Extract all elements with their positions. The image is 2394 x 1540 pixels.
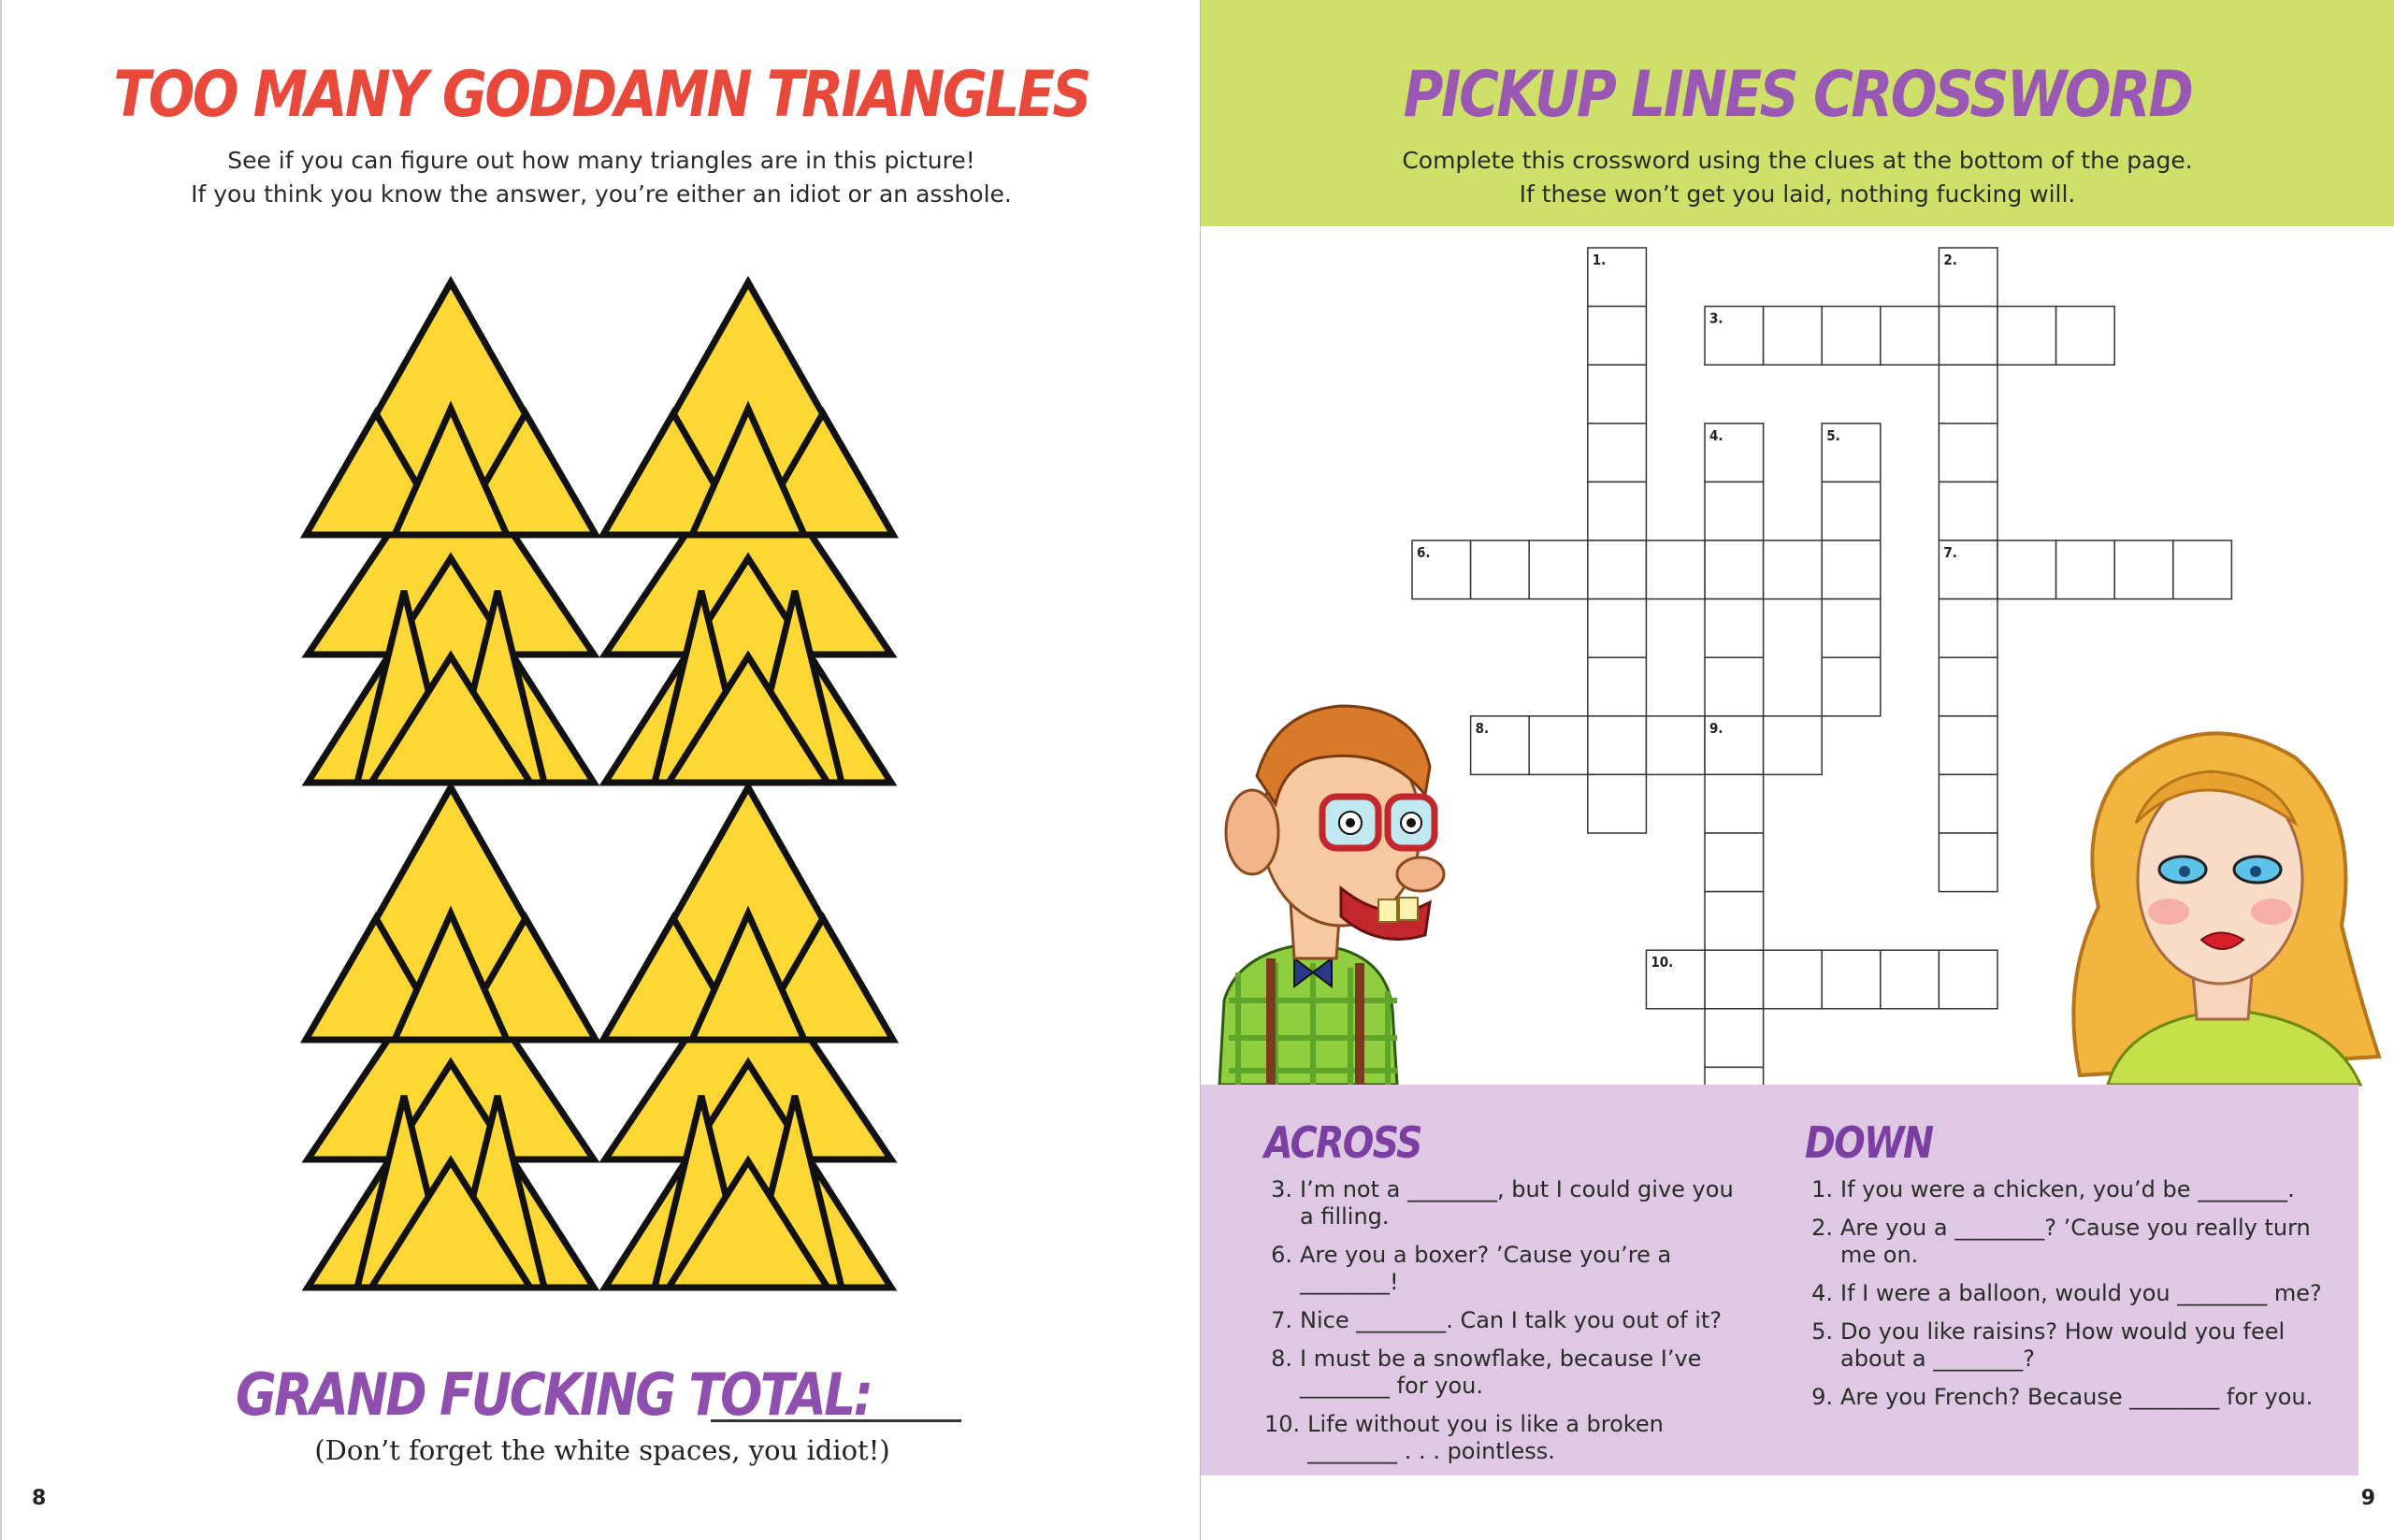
crossword-cell[interactable] <box>1939 365 1997 424</box>
crossword-cell[interactable] <box>1588 599 1647 658</box>
clue-text: I must be a snowflake, because I’ve ________ for you. <box>1300 1346 1702 1399</box>
grand-total-label: GRAND FUCKING TOTAL: <box>236 1360 872 1429</box>
crossword-cell[interactable] <box>1705 1009 1764 1068</box>
crossword-cell[interactable] <box>1764 307 1823 366</box>
cell-number: 10. <box>1651 954 1674 971</box>
total-note: (Don’t forget the white spaces, you idiot!) <box>314 1434 890 1466</box>
crossword-cell[interactable] <box>1588 307 1647 366</box>
crossword-cell[interactable] <box>2056 540 2115 599</box>
cell-number: 3. <box>1709 309 1723 327</box>
crossword-cell[interactable] <box>1705 599 1764 658</box>
crossword-cell[interactable] <box>1881 307 1940 366</box>
clue-item <box>1264 1176 1751 1231</box>
crossword-cell[interactable] <box>1705 833 1764 892</box>
cell-number: 1. <box>1592 252 1607 268</box>
clue-text: Are you French? Because ________ for you. <box>1840 1384 2314 1410</box>
crossword-cell[interactable] <box>1705 540 1764 599</box>
crossword-cell[interactable] <box>2056 307 2115 366</box>
clue-item <box>1264 1346 1751 1400</box>
page-number: 8 <box>32 1487 47 1510</box>
page-title: PICKUP LINES CROSSWORD <box>1403 58 2192 132</box>
clue-item <box>1264 1307 1751 1334</box>
down-heading: DOWN <box>1805 1117 1933 1168</box>
crossword-cell[interactable] <box>1588 657 1647 716</box>
clue-number: 8. <box>1271 1346 1292 1372</box>
clue-item <box>1805 1176 2329 1203</box>
clue-number: 3. <box>1271 1176 1292 1202</box>
crossword-cell[interactable] <box>1646 716 1705 775</box>
crossword-cell[interactable] <box>1529 540 1588 599</box>
crossword-cell[interactable] <box>1705 774 1764 833</box>
answer-blank[interactable] <box>711 1419 961 1422</box>
crossword-cell[interactable] <box>2114 540 2173 599</box>
cell-number: 8. <box>1475 719 1490 737</box>
clue-text: If I were a balloon, would you ________ me? <box>1840 1280 2322 1306</box>
clue-item <box>1805 1318 2329 1373</box>
subtitle-line: Complete this crossword using the clues at the bottom of the page. <box>1402 147 2193 174</box>
clue-number: 6. <box>1271 1242 1292 1268</box>
crossword-cell[interactable] <box>1939 657 1997 716</box>
crossword-cell[interactable] <box>1705 892 1764 951</box>
cell-number: 2. <box>1943 252 1957 268</box>
crossword-cell[interactable] <box>1471 540 1530 599</box>
page-number: 9 <box>2360 1487 2375 1510</box>
crossword-cell[interactable] <box>1588 482 1647 540</box>
crossword-cell[interactable] <box>1764 716 1823 775</box>
cell-number: 7. <box>1943 544 1957 561</box>
crossword-cell[interactable] <box>1939 424 1997 482</box>
cell-number: 6. <box>1417 544 1431 561</box>
crossword-cell[interactable] <box>1705 1067 1764 1085</box>
crossword-cell[interactable] <box>1939 774 1997 833</box>
crossword-cell[interactable] <box>1705 482 1764 540</box>
crossword-cell[interactable] <box>1939 950 1997 1009</box>
cell-number: 4. <box>1709 426 1723 444</box>
clue-number: 2. <box>1811 1215 1833 1241</box>
crossword-cell[interactable] <box>1822 307 1881 366</box>
triangle-puzzle <box>2 0 1201 1328</box>
across-clue-list <box>1264 1176 1751 1476</box>
clue-text: Life without you is like a broken ________ . . . pointless. <box>1307 1411 1664 1464</box>
clue-text: Do you like raisins? How would you feel about a ________? <box>1840 1318 2286 1372</box>
crossword-cell[interactable] <box>1588 540 1647 599</box>
clue-text: If you were a chicken, you’d be ________. <box>1840 1176 2295 1202</box>
crossword-cell[interactable] <box>1939 307 1997 366</box>
crossword-cell[interactable] <box>2173 540 2232 599</box>
crossword-cell[interactable] <box>1822 540 1881 599</box>
crossword-cell[interactable] <box>1939 833 1997 892</box>
clue-text: Are you a ________? ’Cause you really turn me on. <box>1840 1215 2311 1268</box>
crossword-cell[interactable] <box>1822 657 1881 716</box>
clue-text: I’m not a ________, but I could give you a filling. <box>1300 1176 1734 1230</box>
down-clue-list <box>1805 1176 2329 1422</box>
crossword-cell[interactable] <box>1822 950 1881 1009</box>
clue-item <box>1264 1242 1751 1296</box>
clue-item <box>1805 1215 2329 1269</box>
clue-number: 7. <box>1271 1307 1292 1333</box>
clue-item <box>1805 1384 2329 1411</box>
crossword-cell[interactable] <box>1705 950 1764 1009</box>
cell-number: 5. <box>1826 426 1840 444</box>
across-heading: ACROSS <box>1264 1117 1421 1168</box>
crossword-cell[interactable] <box>1588 424 1647 482</box>
crossword-cell[interactable] <box>1646 540 1705 599</box>
subtitle-line: If you think you know the answer, you’re either an idiot or an asshole. <box>191 180 1012 208</box>
crossword-cell[interactable] <box>1939 599 1997 658</box>
crossword-cell[interactable] <box>1997 307 2056 366</box>
clue-item <box>1264 1411 1751 1465</box>
clue-text: Are you a boxer? ’Cause you’re a ________! <box>1300 1242 1672 1295</box>
crossword-cell[interactable] <box>1881 950 1940 1009</box>
crossword-cell[interactable] <box>1588 774 1647 833</box>
clue-number: 1. <box>1811 1176 1833 1202</box>
crossword-cell[interactable] <box>1822 599 1881 658</box>
page-title: TOO MANY GODDAMN TRIANGLES <box>113 58 1089 132</box>
clue-number: 4. <box>1811 1280 1833 1306</box>
crossword-cell[interactable] <box>1822 482 1881 540</box>
clue-number: 9. <box>1811 1384 1833 1410</box>
crossword-cell[interactable] <box>1764 540 1823 599</box>
clue-item <box>1805 1280 2329 1307</box>
crossword-cell[interactable] <box>1939 716 1997 775</box>
clue-number: 10. <box>1264 1411 1301 1437</box>
woman-cartoon-illustration <box>2061 720 2394 1094</box>
crossword-cell[interactable] <box>1588 716 1647 775</box>
crossword-cell[interactable] <box>1588 365 1647 424</box>
subtitle-line: See if you can figure out how many triangles are in this picture! <box>227 147 975 174</box>
crossword-cell[interactable] <box>1529 716 1588 775</box>
right-page <box>1201 0 2394 1540</box>
clue-text: Nice ________. Can I talk you out of it? <box>1300 1307 1723 1333</box>
nerd-cartoon-illustration <box>1201 692 1500 1085</box>
subtitle-line: If these won’t get you laid, nothing fucking will. <box>1519 180 2076 208</box>
crossword-cell[interactable] <box>1764 950 1823 1009</box>
clue-number: 5. <box>1811 1318 1833 1345</box>
cell-number: 9. <box>1709 719 1723 737</box>
crossword-cell[interactable] <box>1997 540 2056 599</box>
crossword-cell[interactable] <box>1939 482 1997 540</box>
crossword-cell[interactable] <box>1705 657 1764 716</box>
